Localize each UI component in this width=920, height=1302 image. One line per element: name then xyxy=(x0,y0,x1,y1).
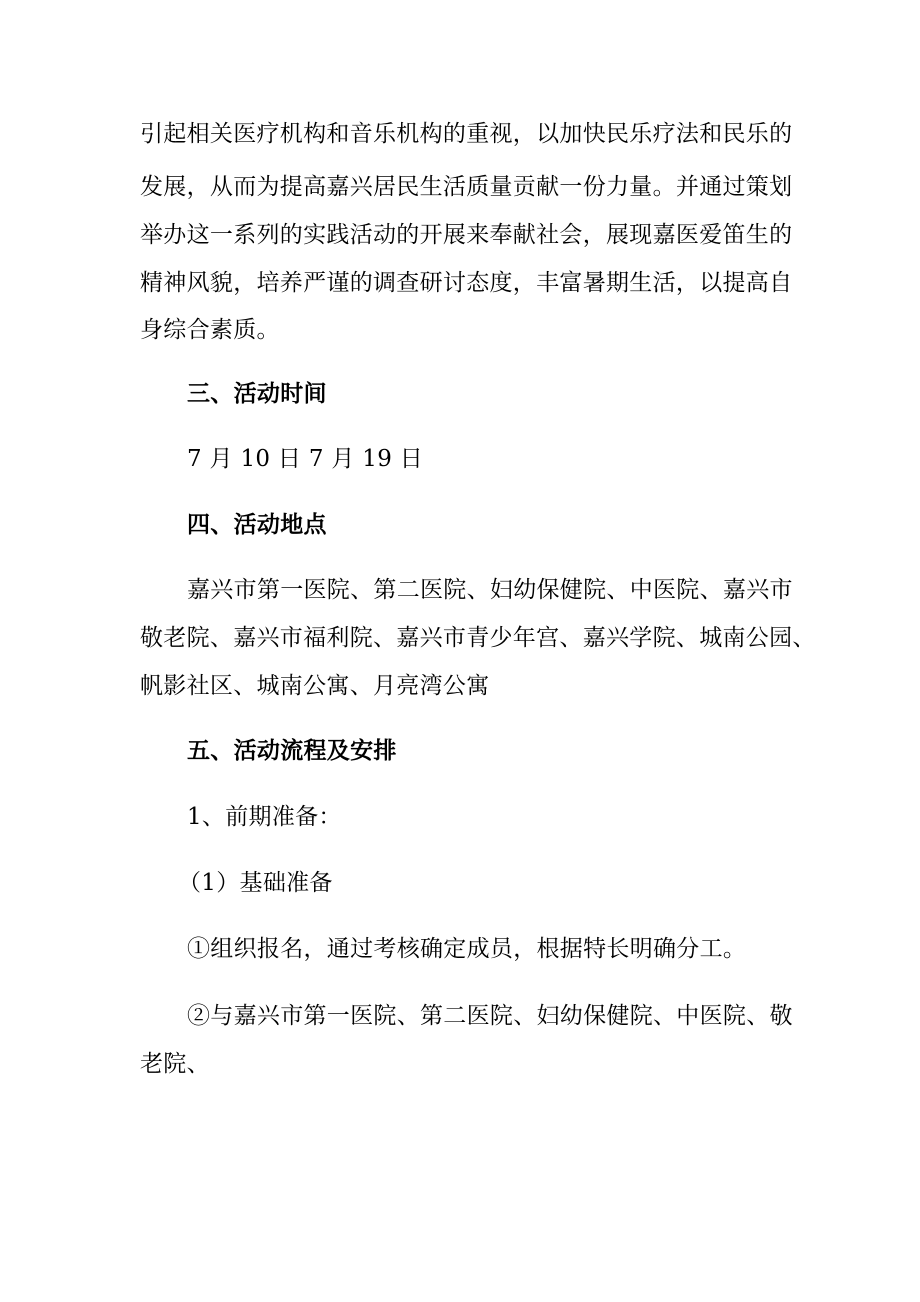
item-2-line-1: ②与嘉兴市第一医院、第二医院、妇幼保健院、中医院、敬 xyxy=(187,1003,793,1029)
heading-activity-time: 三、活动时间 xyxy=(187,380,327,407)
place-line-2: 敬老院、嘉兴市福利院、嘉兴市青少年宫、嘉兴学院、城南公园、 xyxy=(140,625,816,651)
intro-line-1: 引起相关医疗机构和音乐机构的重视，以加快民乐疗法和民乐的 xyxy=(140,121,793,147)
intro-line-3: 举办这一系列的实践活动的开展来奉献社会，展现嘉医爱笛生的 xyxy=(140,222,793,248)
sub-heading-preparation: 1、前期准备： xyxy=(187,804,342,830)
item-1: ①组织报名，通过考核确定成员，根据特长明确分工。 xyxy=(187,936,747,962)
heading-activity-process: 五、活动流程及安排 xyxy=(187,737,397,764)
place-line-3: 帆影社区、城南公寓、月亮湾公寓 xyxy=(140,673,490,699)
intro-line-4: 精神风貌，培养严谨的调查研讨态度，丰富暑期生活，以提高自 xyxy=(140,270,793,296)
intro-line-5: 身综合素质。 xyxy=(140,317,280,343)
place-line-1: 嘉兴市第一医院、第二医院、妇幼保健院、中医院、嘉兴市 xyxy=(187,577,793,603)
heading-activity-place: 四、活动地点 xyxy=(187,511,327,538)
sub-heading-basic-preparation: （1）基础准备 xyxy=(178,870,333,896)
intro-line-2: 发展，从而为提高嘉兴居民生活质量贡献一份力量。并通过策划 xyxy=(140,174,793,200)
item-2-line-2: 老院、 xyxy=(140,1051,210,1077)
activity-time-text: 7 月 10 日 7 月 19 日 xyxy=(187,446,424,472)
